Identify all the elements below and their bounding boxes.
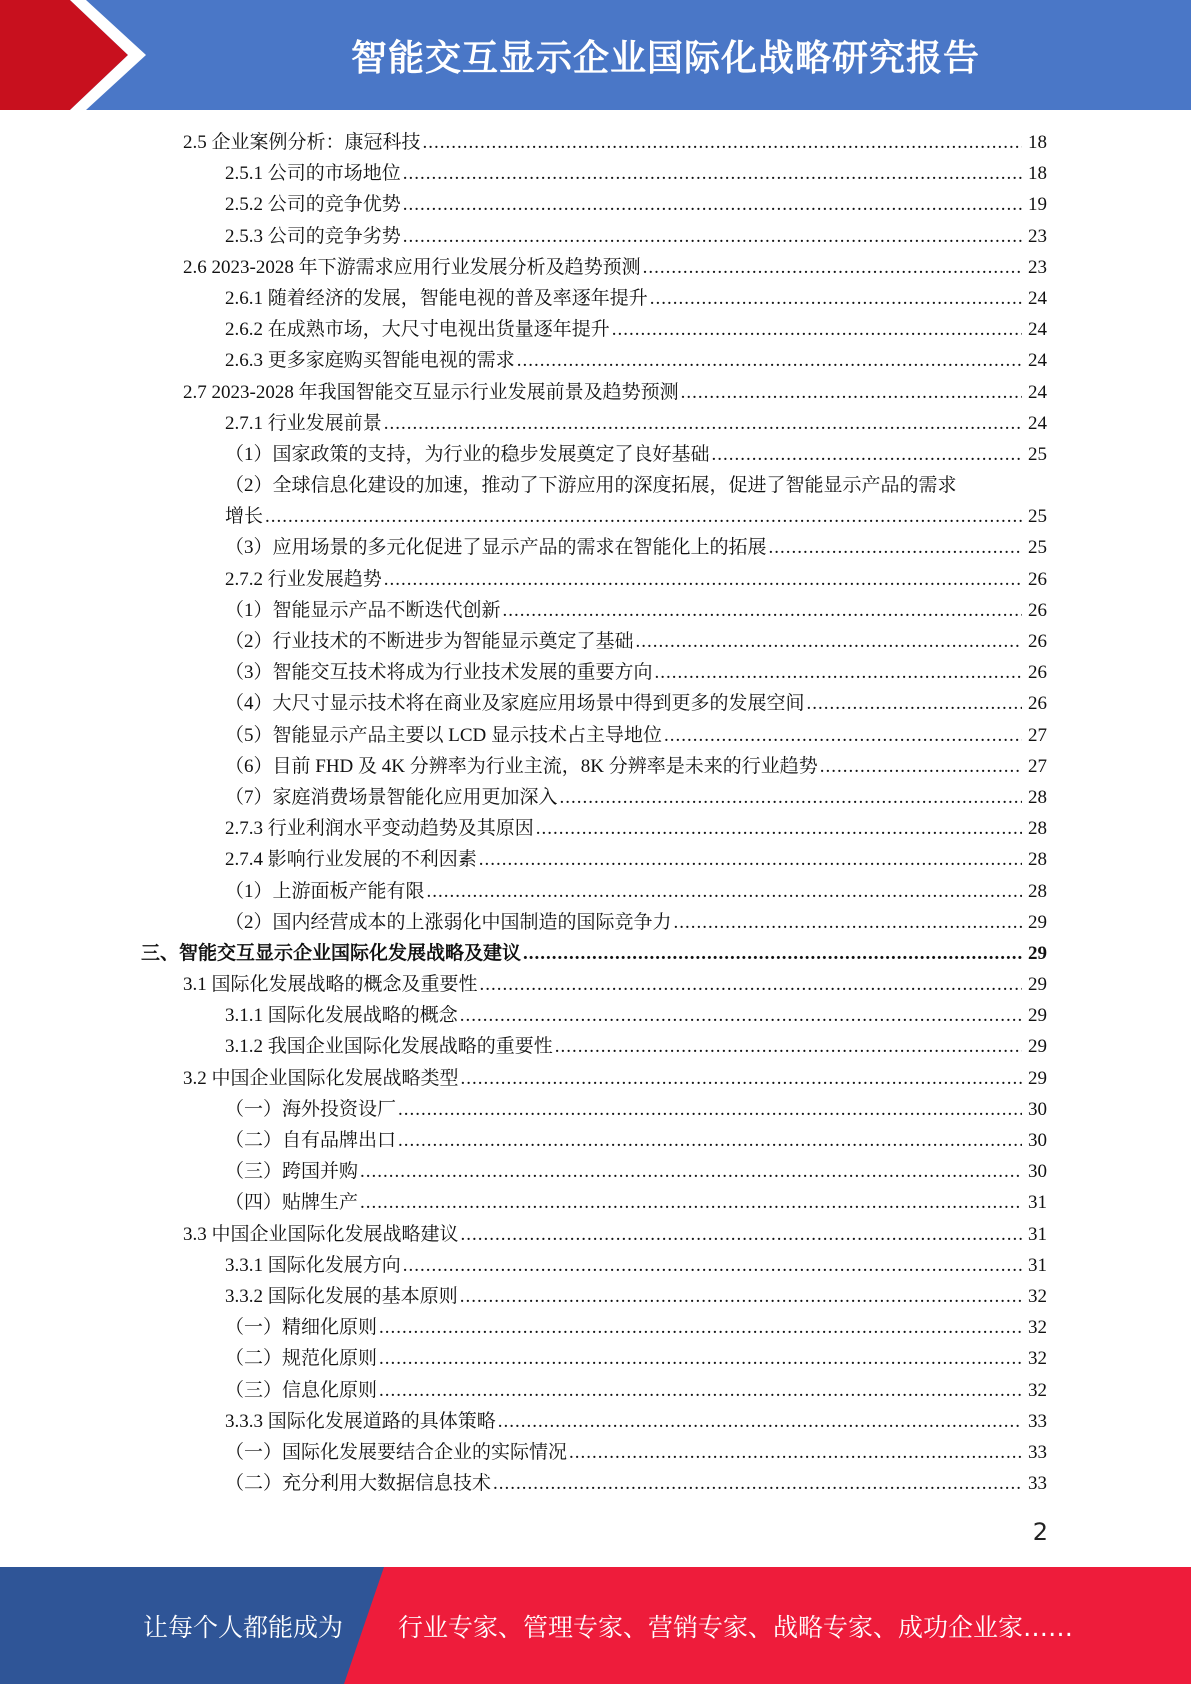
- toc-entry-page: 25: [1028, 506, 1047, 528]
- dot-leader: [479, 844, 1022, 875]
- toc-entry-title: 2.6.3 更多家庭购买智能电视的需求: [225, 350, 515, 372]
- toc-entry-title: 3.3 中国企业国际化发展战略建议: [183, 1223, 459, 1245]
- toc-entry-page: 24: [1028, 350, 1047, 372]
- dot-leader: [403, 158, 1022, 189]
- dot-leader: [461, 1219, 1022, 1250]
- dot-leader: [461, 1063, 1022, 1094]
- dot-leader: [681, 377, 1022, 408]
- dot-leader: [460, 1281, 1022, 1312]
- toc-entry-title: 三、智能交互显示企业国际化发展战略及建议: [141, 942, 522, 964]
- toc-entry-title: 3.3.2 国际化发展的基本原则: [225, 1285, 458, 1307]
- dot-leader: [265, 501, 1022, 532]
- chevron-arrow-icon: [0, 0, 160, 110]
- slogan-left: 让每个人都能成为: [143, 1612, 344, 1642]
- toc-entry[interactable]: [0, 876, 1191, 907]
- toc-entry-title: 2.5.3 公司的竞争劣势: [225, 225, 401, 247]
- toc-entry-page: 33: [1028, 1441, 1047, 1463]
- toc-entry-page: 32: [1028, 1348, 1047, 1370]
- toc-entry-page: 29: [1028, 974, 1047, 996]
- toc-entry[interactable]: [0, 408, 1191, 439]
- toc-entry-title: （6）目前 FHD 及 4K 分辨率为行业主流，8K 分辨率是未来的行业趋势: [225, 755, 818, 777]
- toc-entry-title: （2）国内经营成本的上涨弱化中国制造的国际竞争力: [225, 911, 672, 933]
- dot-leader: [612, 314, 1022, 345]
- toc-entry-page: 29: [1028, 1005, 1047, 1027]
- toc-entry-page: 31: [1028, 1254, 1047, 1276]
- toc-entry-title: （一）精细化原则: [225, 1317, 378, 1339]
- toc-entry[interactable]: [0, 1063, 1191, 1094]
- toc-entry-title: 3.3.1 国际化发展方向: [225, 1254, 401, 1276]
- toc-entry[interactable]: [0, 1437, 1191, 1468]
- toc-entry[interactable]: [0, 1312, 1191, 1343]
- dot-leader: [503, 595, 1022, 626]
- toc-entry[interactable]: [0, 345, 1191, 376]
- toc-entry[interactable]: [0, 751, 1191, 782]
- dot-leader: [536, 813, 1022, 844]
- dot-leader: [674, 907, 1022, 938]
- dot-leader: [398, 1094, 1022, 1125]
- toc-entry-page: 32: [1028, 1379, 1047, 1401]
- toc-entry-title: 2.7.2 行业发展趋势: [225, 568, 382, 590]
- dot-leader: [360, 1156, 1022, 1187]
- dot-leader: [403, 1250, 1022, 1281]
- toc-entry[interactable]: [0, 907, 1191, 938]
- dot-leader: [403, 189, 1022, 220]
- toc-entry-title: （二）充分利用大数据信息技术: [225, 1473, 492, 1495]
- toc-entry-page: 23: [1028, 256, 1047, 278]
- table-of-contents: [0, 127, 1191, 1499]
- toc-entry-page: 24: [1028, 412, 1047, 434]
- toc-entry-page: 18: [1028, 132, 1047, 153]
- dot-leader: [517, 345, 1022, 376]
- toc-entry-page: 19: [1028, 194, 1047, 216]
- slogan-right: 行业专家、管理专家、营销专家、战略专家、成功企业家……: [398, 1612, 1074, 1642]
- toc-entry[interactable]: [0, 1187, 1191, 1218]
- toc-entry-title-continued: 增长: [225, 506, 264, 528]
- toc-entry-title: 2.6.1 随着经济的发展，智能电视的普及率逐年提升: [225, 287, 648, 309]
- dot-leader: [655, 657, 1022, 688]
- toc-entry-page: 29: [1028, 911, 1047, 933]
- toc-entry-title: （2）行业技术的不断进步为智能显示奠定了基础: [225, 631, 634, 653]
- toc-entry[interactable]: [0, 626, 1191, 657]
- toc-entry-title: （二）规范化原则: [225, 1348, 378, 1370]
- toc-entry-title: （4）大尺寸显示技术将在商业及家庭应用场景中得到更多的发展空间: [225, 693, 805, 715]
- dot-leader: [379, 1312, 1022, 1343]
- toc-entry[interactable]: [0, 720, 1191, 751]
- toc-entry-page: 26: [1028, 662, 1047, 684]
- toc-entry[interactable]: [0, 470, 1191, 532]
- toc-entry-title: 2.5.1 公司的市场地位: [225, 163, 401, 185]
- toc-entry[interactable]: [0, 221, 1191, 252]
- toc-entry-page: 33: [1028, 1410, 1047, 1432]
- toc-entry-title: （四）贴牌生产: [225, 1192, 359, 1214]
- dot-leader: [807, 688, 1022, 719]
- dot-leader: [636, 626, 1022, 657]
- dot-leader: [498, 1406, 1022, 1437]
- toc-entry-page: 27: [1028, 724, 1047, 746]
- toc-entry[interactable]: [0, 688, 1191, 719]
- dot-leader: [560, 782, 1022, 813]
- toc-entry-page: 31: [1028, 1192, 1047, 1214]
- toc-entry-page: 24: [1028, 319, 1047, 341]
- toc-entry-title: （3）智能交互技术将成为行业技术发展的重要方向: [225, 662, 653, 684]
- toc-entry[interactable]: [0, 844, 1191, 875]
- page-header: [0, 0, 1191, 110]
- toc-entry-title: 2.6 2023-2028 年下游需求应用行业发展分析及趋势预测: [183, 256, 641, 278]
- toc-entry[interactable]: [0, 1156, 1191, 1187]
- toc-entry-title: （二）自有品牌出口: [225, 1130, 397, 1152]
- toc-entry[interactable]: [0, 1250, 1191, 1281]
- toc-entry-title: 2.6.2 在成熟市场，大尺寸电视出货量逐年提升: [225, 319, 610, 341]
- dot-leader: [427, 876, 1022, 907]
- toc-entry-title: （7）家庭消费场景智能化应用更加深入: [225, 786, 558, 808]
- toc-entry-title: 2.7.1 行业发展前景: [225, 412, 382, 434]
- toc-entry[interactable]: [0, 1406, 1191, 1437]
- dot-leader: [398, 1125, 1022, 1156]
- toc-entry[interactable]: [0, 283, 1191, 314]
- toc-entry-title: （三）跨国并购: [225, 1161, 359, 1183]
- toc-entry-page: 28: [1028, 818, 1047, 840]
- toc-entry-page: 25: [1028, 443, 1047, 465]
- toc-entry[interactable]: [0, 1125, 1191, 1156]
- toc-entry[interactable]: [0, 1343, 1191, 1374]
- toc-entry-title: 2.7 2023-2028 年我国智能交互显示行业发展前景及趋势预测: [183, 381, 679, 403]
- dot-leader: [480, 969, 1022, 1000]
- toc-entry-title: （1）国家政策的支持，为行业的稳步发展奠定了良好基础: [225, 443, 710, 465]
- toc-entry[interactable]: [0, 1219, 1191, 1250]
- dot-leader: [769, 532, 1022, 563]
- toc-entry-page: 26: [1028, 631, 1047, 653]
- toc-entry-title: 2.7.3 行业利润水平变动趋势及其原因: [225, 818, 534, 840]
- toc-entry-title: 2.7.4 影响行业发展的不利因素: [225, 849, 477, 871]
- toc-entry-page: 32: [1028, 1317, 1047, 1339]
- toc-entry[interactable]: [0, 813, 1191, 844]
- toc-entry[interactable]: [0, 439, 1191, 470]
- toc-entry[interactable]: [0, 1000, 1191, 1031]
- toc-entry[interactable]: [0, 969, 1191, 1000]
- dot-leader: [379, 1375, 1022, 1406]
- dot-leader: [384, 408, 1022, 439]
- toc-entry-title: （一）国际化发展要结合企业的实际情况: [225, 1441, 568, 1463]
- toc-entry-page: 28: [1028, 849, 1047, 871]
- toc-entry-title: （1）上游面板产能有限: [225, 880, 425, 902]
- toc-entry-page: 26: [1028, 599, 1047, 621]
- toc-entry[interactable]: [0, 377, 1191, 408]
- dot-leader: [460, 1000, 1022, 1031]
- toc-entry-title: 3.3.3 国际化发展道路的具体策略: [225, 1410, 496, 1432]
- toc-entry-title: （一）海外投资设厂: [225, 1098, 397, 1120]
- toc-entry-page: 30: [1028, 1130, 1047, 1152]
- report-title: 智能交互显示企业国际化战略研究报告: [350, 37, 980, 79]
- page-footer: [0, 1567, 1191, 1684]
- dot-leader: [384, 564, 1022, 595]
- toc-entry-title: 2.5.2 公司的竞争优势: [225, 194, 401, 216]
- dot-leader: [650, 283, 1022, 314]
- toc-entry-title: （1）智能显示产品不断迭代创新: [225, 599, 501, 621]
- toc-entry-title: 3.1.2 我国企业国际化发展战略的重要性: [225, 1036, 553, 1058]
- dot-leader: [379, 1343, 1022, 1374]
- dot-leader: [523, 938, 1022, 969]
- toc-entry[interactable]: [0, 938, 1191, 969]
- toc-entry-title: 2.5 企业案例分析：康冠科技: [183, 132, 421, 153]
- dot-leader: [423, 127, 1022, 158]
- dot-leader: [643, 252, 1022, 283]
- toc-entry-page: 33: [1028, 1473, 1047, 1495]
- toc-entry[interactable]: [0, 657, 1191, 688]
- toc-entry[interactable]: [0, 1031, 1191, 1062]
- dot-leader: [403, 221, 1022, 252]
- toc-entry[interactable]: [0, 314, 1191, 345]
- toc-entry-title: 3.1.1 国际化发展战略的概念: [225, 1005, 458, 1027]
- toc-entry[interactable]: [0, 1094, 1191, 1125]
- dot-leader: [555, 1031, 1022, 1062]
- toc-entry-title: （5）智能显示产品主要以 LCD 显示技术占主导地位: [225, 724, 663, 746]
- dot-leader: [360, 1187, 1022, 1218]
- toc-entry-page: 30: [1028, 1161, 1047, 1183]
- dot-leader: [712, 439, 1022, 470]
- toc-entry[interactable]: [0, 1468, 1191, 1499]
- toc-entry[interactable]: [0, 158, 1191, 189]
- toc-entry-page: 26: [1028, 693, 1047, 715]
- toc-entry-page: 28: [1028, 880, 1047, 902]
- toc-entry-title: 3.1 国际化发展战略的概念及重要性: [183, 974, 478, 996]
- toc-entry-page: 24: [1028, 381, 1047, 403]
- toc-entry-page: 27: [1028, 755, 1047, 777]
- toc-entry-title: （2）全球信息化建设的加速，推动了下游应用的深度拓展，促进了智能显示产品的需求: [225, 475, 957, 497]
- toc-entry[interactable]: [0, 782, 1191, 813]
- toc-entry-page: 28: [1028, 786, 1047, 808]
- toc-entry-page: 31: [1028, 1223, 1047, 1245]
- toc-entry[interactable]: [0, 532, 1191, 563]
- toc-entry[interactable]: [0, 189, 1191, 220]
- toc-entry[interactable]: [0, 127, 1191, 158]
- toc-entry-title: 3.2 中国企业国际化发展战略类型: [183, 1067, 459, 1089]
- toc-entry-page: 23: [1028, 225, 1047, 247]
- toc-entry[interactable]: [0, 1281, 1191, 1312]
- dot-leader: [664, 720, 1022, 751]
- toc-entry-page: 26: [1028, 568, 1047, 590]
- toc-entry-page: 32: [1028, 1285, 1047, 1307]
- toc-entry-title: （三）信息化原则: [225, 1379, 378, 1401]
- toc-entry-page: 29: [1028, 1036, 1047, 1058]
- toc-entry[interactable]: [0, 1375, 1191, 1406]
- toc-entry-title: （3）应用场景的多元化促进了显示产品的需求在智能化上的拓展: [225, 537, 767, 559]
- toc-entry-page: 29: [1028, 942, 1047, 964]
- page-number: 2: [1032, 1518, 1048, 1546]
- dot-leader: [569, 1437, 1022, 1468]
- toc-entry-page: 25: [1028, 537, 1047, 559]
- toc-entry-page: 24: [1028, 287, 1047, 309]
- dot-leader: [820, 751, 1022, 782]
- toc-entry-page: 29: [1028, 1067, 1047, 1089]
- toc-entry[interactable]: [0, 252, 1191, 283]
- toc-entry[interactable]: [0, 595, 1191, 626]
- toc-entry[interactable]: [0, 564, 1191, 595]
- toc-entry-page: 18: [1028, 163, 1047, 185]
- dot-leader: [493, 1468, 1022, 1499]
- toc-entry-page: 30: [1028, 1098, 1047, 1120]
